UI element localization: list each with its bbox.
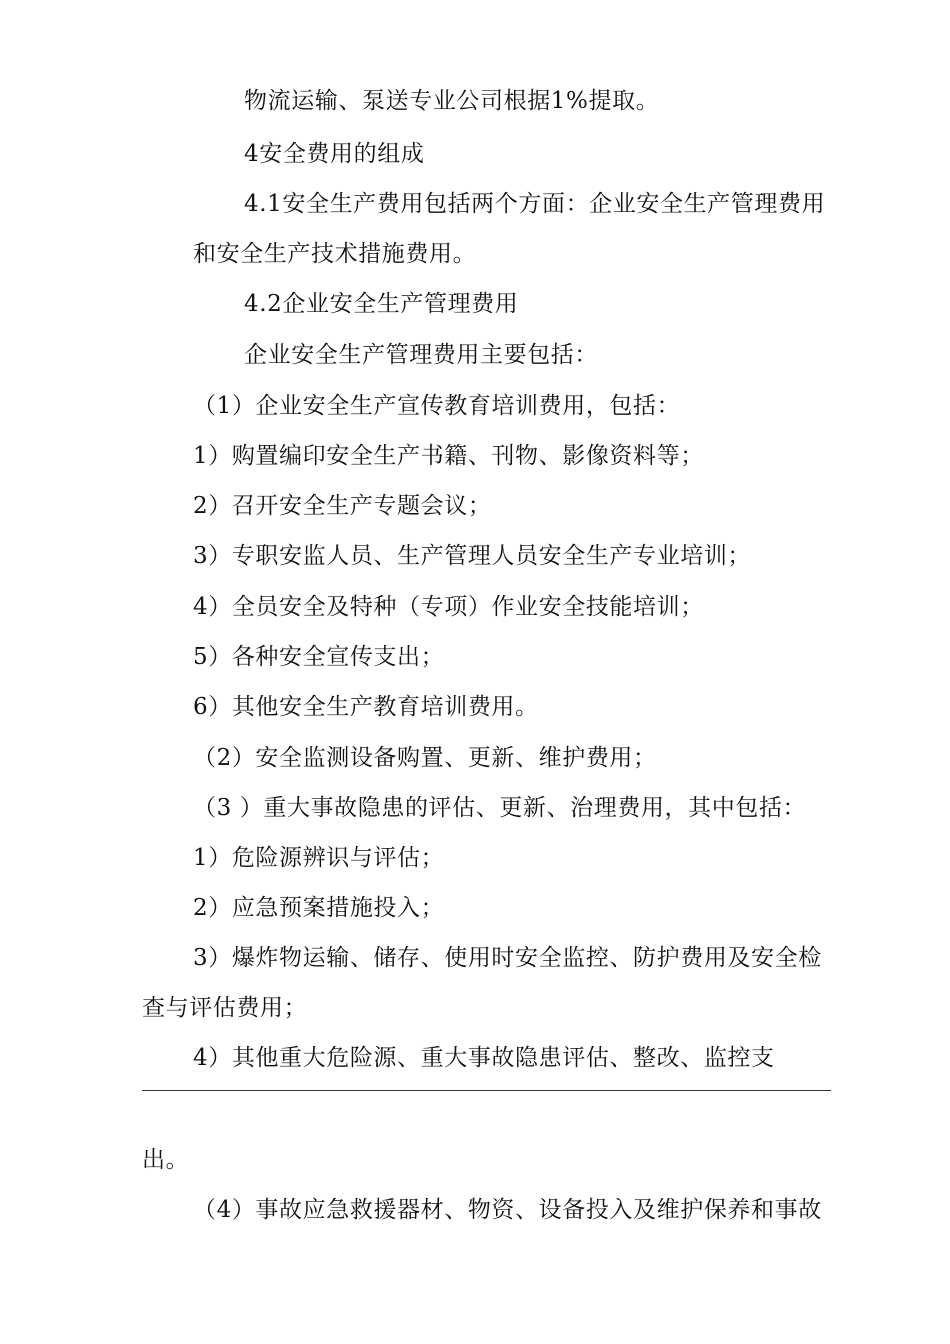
subsection-heading: 4.1安全生产费用包括两个方面：企业安全生产管理费用: [244, 191, 826, 217]
list-item: 3）爆炸物运输、储存、使用时安全监控、防护费用及安全检: [193, 945, 822, 971]
list-item: 4）全员安全及特种（专项）作业安全技能培训；: [193, 594, 704, 620]
list-item: 3）专职安监人员、生产管理人员安全生产专业培训；: [193, 543, 752, 569]
text-line: 和安全生产技术措施费用。: [193, 241, 477, 267]
subsection-heading: 4.2企业安全生产管理费用: [244, 291, 519, 317]
page-break-divider: [142, 1090, 831, 1091]
list-item: 4）其他重大危险源、重大事故隐患评估、整改、监控支: [193, 1045, 775, 1071]
list-item: 2）应急预案措施投入；: [193, 895, 445, 921]
section-heading: 4安全费用的组成: [244, 141, 425, 167]
list-item: 2）召开安全生产专题会议；: [193, 493, 492, 519]
text-line: 物流运输、泵送专业公司根据1%提取。: [244, 88, 660, 114]
list-item: 6）其他安全生产教育培训费用。: [193, 694, 539, 720]
text-line: 查与评估费用；: [142, 995, 308, 1021]
text-line: 企业安全生产管理费用主要包括：: [244, 342, 598, 368]
list-item: 5）各种安全宣传支出；: [193, 644, 445, 670]
list-item: （2）安全监测设备购置、更新、维护费用；: [193, 745, 657, 771]
list-item: 1）购置编印安全生产书籍、刊物、影像资料等；: [193, 443, 704, 469]
list-item: （1）企业安全生产宣传教育培训费用，包括：: [193, 393, 681, 419]
list-item: （3 ）重大事故隐患的评估、更新、治理费用，其中包括：: [193, 795, 807, 821]
text-line: 出。: [142, 1147, 190, 1173]
list-item: （4）事故应急救援器材、物资、设备投入及维护保养和事故: [193, 1197, 822, 1223]
list-item: 1）危险源辨识与评估；: [193, 845, 445, 871]
